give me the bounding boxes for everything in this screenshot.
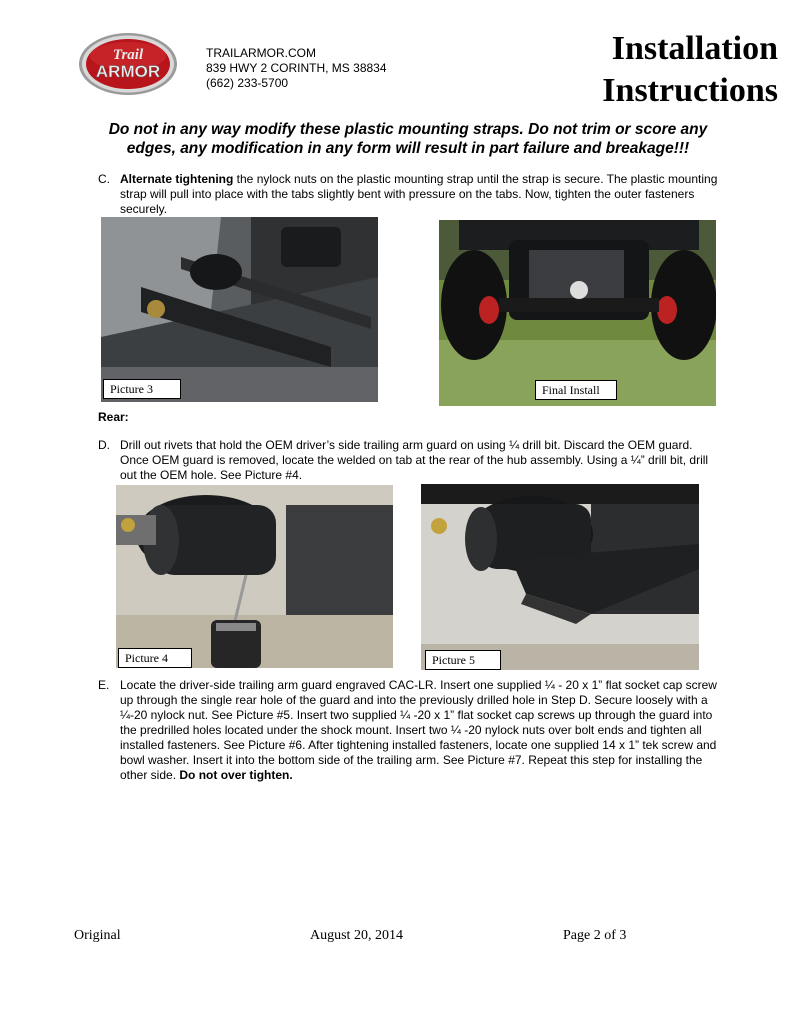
photo-picture-4 xyxy=(116,485,393,668)
step-c-body: the nylock nuts on the plastic mounting strap until the strap is secure. The plastic mounting strap will pull into place with the tabs slightly bent with pressure on the tabs. Now, tighten the outer fasteners securely. xyxy=(120,172,718,216)
company-address: 839 HWY 2 CORINTH, MS 38834 xyxy=(206,61,387,75)
step-d xyxy=(98,438,718,483)
section-heading-rear: Rear: xyxy=(98,410,129,424)
company-website: TRAILARMOR.COM xyxy=(206,46,317,60)
step-c-bold-lead: Alternate tightening xyxy=(120,172,234,186)
step-e-letter: E. xyxy=(98,678,110,692)
caption-picture-4: Picture 4 xyxy=(118,648,192,668)
trail-armor-logo xyxy=(78,32,178,96)
company-phone: (662) 233-5700 xyxy=(206,76,289,90)
footer-date: August 20, 2014 xyxy=(310,928,403,943)
caption-picture-5: Picture 5 xyxy=(425,650,501,670)
step-c-letter: C. xyxy=(98,172,110,186)
photo-final-install xyxy=(439,220,716,406)
step-c xyxy=(98,172,718,217)
step-e-text xyxy=(120,678,718,783)
step-d-text: Drill out rivets that hold the OEM driver’s side trailing arm guard on using ¼ drill bit. Discard the OEM guard. Once OEM guard is removed, locate the welded on tab at the rear of the hub assembly. Using a ¼” drill bit, drill out the OEM hole. See Picture #4. xyxy=(120,438,709,482)
warning-notice: Do not in any way modify these plastic mounting straps. Do not trim or score any edges, any modification in any form will result in part failure and breakage!!! xyxy=(108,121,708,157)
title-line-1: Installation xyxy=(611,30,778,67)
company-info xyxy=(206,46,387,91)
footer-page-number: Page 2 of 3 xyxy=(563,928,627,943)
caption-final-install: Final Install xyxy=(535,380,617,400)
logo-text-armor: ARMOR xyxy=(95,62,161,81)
step-c-text xyxy=(120,172,718,217)
step-e-bold-tail: Do not over tighten. xyxy=(179,768,293,782)
step-e-body: Locate the driver-side trailing arm guard engraved CAC-LR. Insert one supplied ¼ - 20 x 1” flat socket cap screw up through the single rear hole of the guard and into the previously drilled hole in Step D. Secure loosely with a ¼-20 nylock nut. See Picture #5. Insert two supplied ¼ -20 x 1” flat socket cap screws up through the guard into the predrilled holes located under the shock mount. Insert two ¼ -20 nylock nuts over bolt ends and tighten all installed fasteners. See Picture #6. After tightening installed fasteners, locate one supplied 14 x 1” tek screw and bowl washer. Insert it into the bottom side of the trailing arm. See Picture #7. Repeat this step for installing the other side. xyxy=(120,678,717,782)
photo-picture-3 xyxy=(101,217,378,402)
caption-picture-3: Picture 3 xyxy=(103,379,181,399)
step-e xyxy=(98,678,718,788)
photo-picture-5 xyxy=(421,484,699,670)
logo-text-trail: Trail xyxy=(112,47,144,63)
footer-original: Original xyxy=(74,928,121,943)
page-title xyxy=(560,28,778,112)
step-d-letter: D. xyxy=(98,438,110,452)
title-line-2: Instructions xyxy=(602,72,778,109)
